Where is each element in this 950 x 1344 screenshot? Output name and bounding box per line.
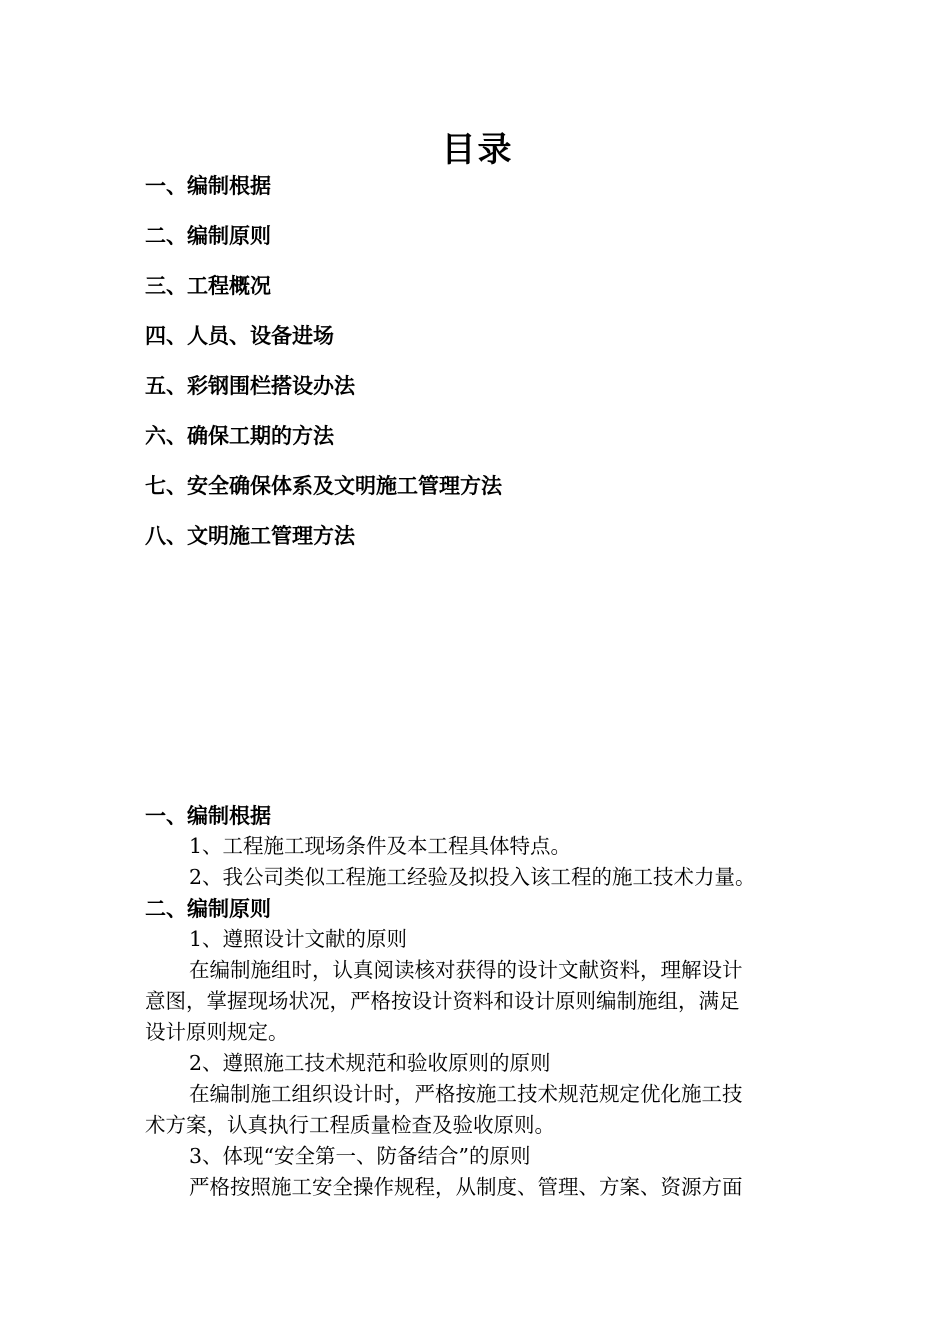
numbered-item: 3、体现“安全第一、防备结合”的原则 [189,1144,531,1168]
paragraph-line: 意图，掌握现场状况，严格按设计资料和设计原则编制施组，满足 [145,989,740,1013]
toc-list [145,171,502,571]
toc-item: 七、安全确保体系及文明施工管理方法 [145,473,502,498]
toc-item: 一、编制根据 [145,173,271,198]
toc-item: 二、编制原则 [145,223,271,248]
paragraph-line: 严格按照施工安全操作规程，从制度、管理、方案、资源方面 [189,1175,743,1199]
toc-title: 目录 [441,130,514,170]
paragraph-line: 在编制施组时，认真阅读核对获得的设计文献资料，理解设计 [189,958,743,982]
toc-item: 五、彩钢围栏搭设办法 [145,373,355,398]
numbered-item: 1、工程施工现场条件及本工程具体特点。 [189,834,572,858]
toc-item: 四、人员、设备进场 [145,323,334,348]
section-heading: 二、编制原则 [145,896,271,921]
toc-item: 六、确保工期的方法 [145,423,334,448]
paragraph-line: 在编制施工组织设计时，严格按施工技术规范规定优化施工技 [189,1082,743,1106]
section-heading: 一、编制根据 [145,803,271,828]
toc-item: 八、文明施工管理方法 [145,523,355,548]
document-body [145,800,810,1203]
paragraph-line: 设计原则规定。 [145,1020,289,1044]
paragraph-line: 术方案，认真执行工程质量检查及验收原则。 [145,1113,555,1137]
numbered-item: 2、遵照施工技术规范和验收原则的原则 [189,1051,551,1075]
numbered-item: 1、遵照设计文献的原则 [189,927,408,951]
numbered-item: 2、我公司类似工程施工经验及拟投入该工程的施工技术力量。 [189,865,756,889]
toc-item: 三、工程概况 [145,273,271,298]
